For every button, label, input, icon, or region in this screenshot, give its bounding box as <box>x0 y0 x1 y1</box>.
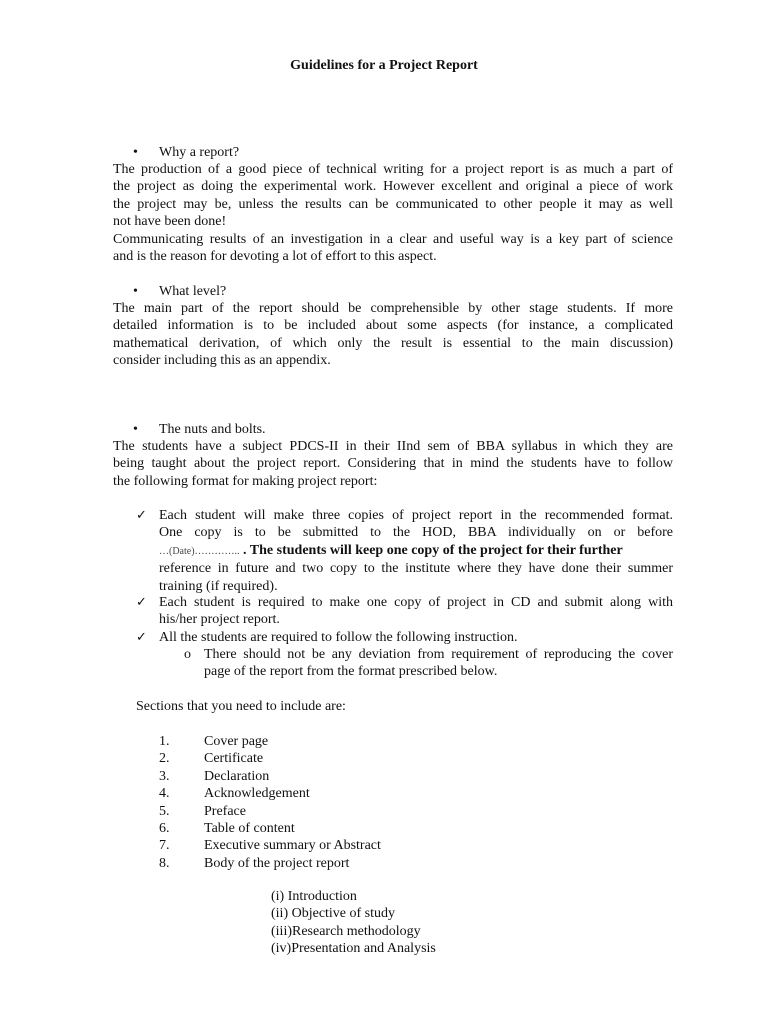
bullet-icon: • <box>133 145 138 160</box>
text-line: not have been done! <box>113 214 227 230</box>
checklist-item-2-text <box>159 594 673 629</box>
text-line: consider including this as an appendix. <box>113 353 331 369</box>
why-paragraph-2 <box>113 231 673 266</box>
list-item: (i) Introduction <box>271 889 357 904</box>
checklist-item-1-text <box>159 507 673 595</box>
text-line: the following format for making project report: <box>113 473 378 489</box>
nuts-paragraph <box>113 438 673 490</box>
list-number: 3. <box>159 768 170 784</box>
level-paragraph <box>113 300 673 370</box>
list-text: Cover page <box>204 734 269 749</box>
text-line: and is the reason for devoting a lot of effort to this aspect. <box>113 249 437 265</box>
bullet-icon: • <box>133 284 138 299</box>
list-number: 2. <box>159 751 170 767</box>
text-line: . The students will keep one copy of the project for their further <box>239 542 623 558</box>
list-text: Executive summary or Abstract <box>204 838 381 854</box>
text-line: reference in future and two copy to the institute where they have done their summer <box>159 561 673 577</box>
list-number: 5. <box>159 803 170 819</box>
text-line: detailed information is to be included about some aspects (for instance, a complicated <box>113 318 673 334</box>
text-line: There should not be any deviation from requirement of reproducing the cover <box>204 647 673 662</box>
date-line <box>159 542 673 560</box>
bullet-icon: • <box>133 422 138 437</box>
text-line: The production of a good piece of technical writing for a project report is as much a part of <box>113 162 673 177</box>
heading-text: The nuts and bolts. <box>159 422 266 437</box>
list-item: (iii)Research methodology <box>271 923 421 939</box>
list-item: (ii) Objective of study <box>271 906 396 922</box>
body-subsections-list <box>271 888 436 958</box>
why-paragraph-1 <box>113 161 673 231</box>
checklist-item-3-text <box>159 629 673 646</box>
text-line: All the students are required to follow the following instruction. <box>159 630 518 645</box>
text-line: The students have a subject PDCS-II in their IInd sem of BBA syllabus in which they are <box>113 439 673 454</box>
heading-text: Why a report? <box>159 145 240 160</box>
text-line: page of the report from the format prescribed below. <box>204 664 498 680</box>
circle-bullet-icon: o <box>184 647 191 662</box>
text-line: the project as doing the experimental work. However excellent and original a piece of work <box>113 179 673 195</box>
sections-intro: Sections that you need to include are: <box>136 699 346 714</box>
list-number: 8. <box>159 855 170 871</box>
list-text: Table of content <box>204 820 295 836</box>
text-line: training (if required). <box>159 578 278 594</box>
heading-text: What level? <box>159 284 227 299</box>
text-line: Each student will make three copies of project report in the recommended format. <box>159 508 673 523</box>
checkmark-icon: ✓ <box>136 508 147 523</box>
list-text: Preface <box>204 803 246 819</box>
list-item: (iv)Presentation and Analysis <box>271 941 436 957</box>
list-number: 7. <box>159 838 170 854</box>
text-line: The main part of the report should be comprehensible by other stage students. If more <box>113 301 673 316</box>
text-line: the project may be, unless the results can be communicated to other people it may as well <box>113 196 673 212</box>
list-text: Acknowledgement <box>204 786 310 802</box>
checkmark-icon: ✓ <box>136 630 147 645</box>
sub-item-1-text <box>204 646 673 681</box>
text-line: his/her project report. <box>159 612 280 628</box>
list-text: Certificate <box>204 751 264 767</box>
list-number: 1. <box>159 734 170 749</box>
text-line: mathematical derivation, of which only the result is essential to the main discussion) <box>113 335 673 351</box>
list-number: 4. <box>159 786 170 802</box>
text-line: Communicating results of an investigation in a clear and useful way is a key part of science <box>113 232 673 247</box>
text-line: being taught about the project report. Considering that in mind the students have to follow <box>113 456 673 472</box>
text-line: Each student is required to make one copy of project in CD and submit along with <box>159 595 673 610</box>
checkmark-icon: ✓ <box>136 595 147 610</box>
text-line: One copy is to be submitted to the HOD, BBA individually on or before <box>159 525 673 541</box>
document-title: Guidelines for a Project Report <box>290 58 478 73</box>
date-placeholder: …(Date)………….. <box>159 545 240 557</box>
list-text: Body of the project report <box>204 855 350 871</box>
list-text: Declaration <box>204 768 270 784</box>
list-number: 6. <box>159 820 170 836</box>
